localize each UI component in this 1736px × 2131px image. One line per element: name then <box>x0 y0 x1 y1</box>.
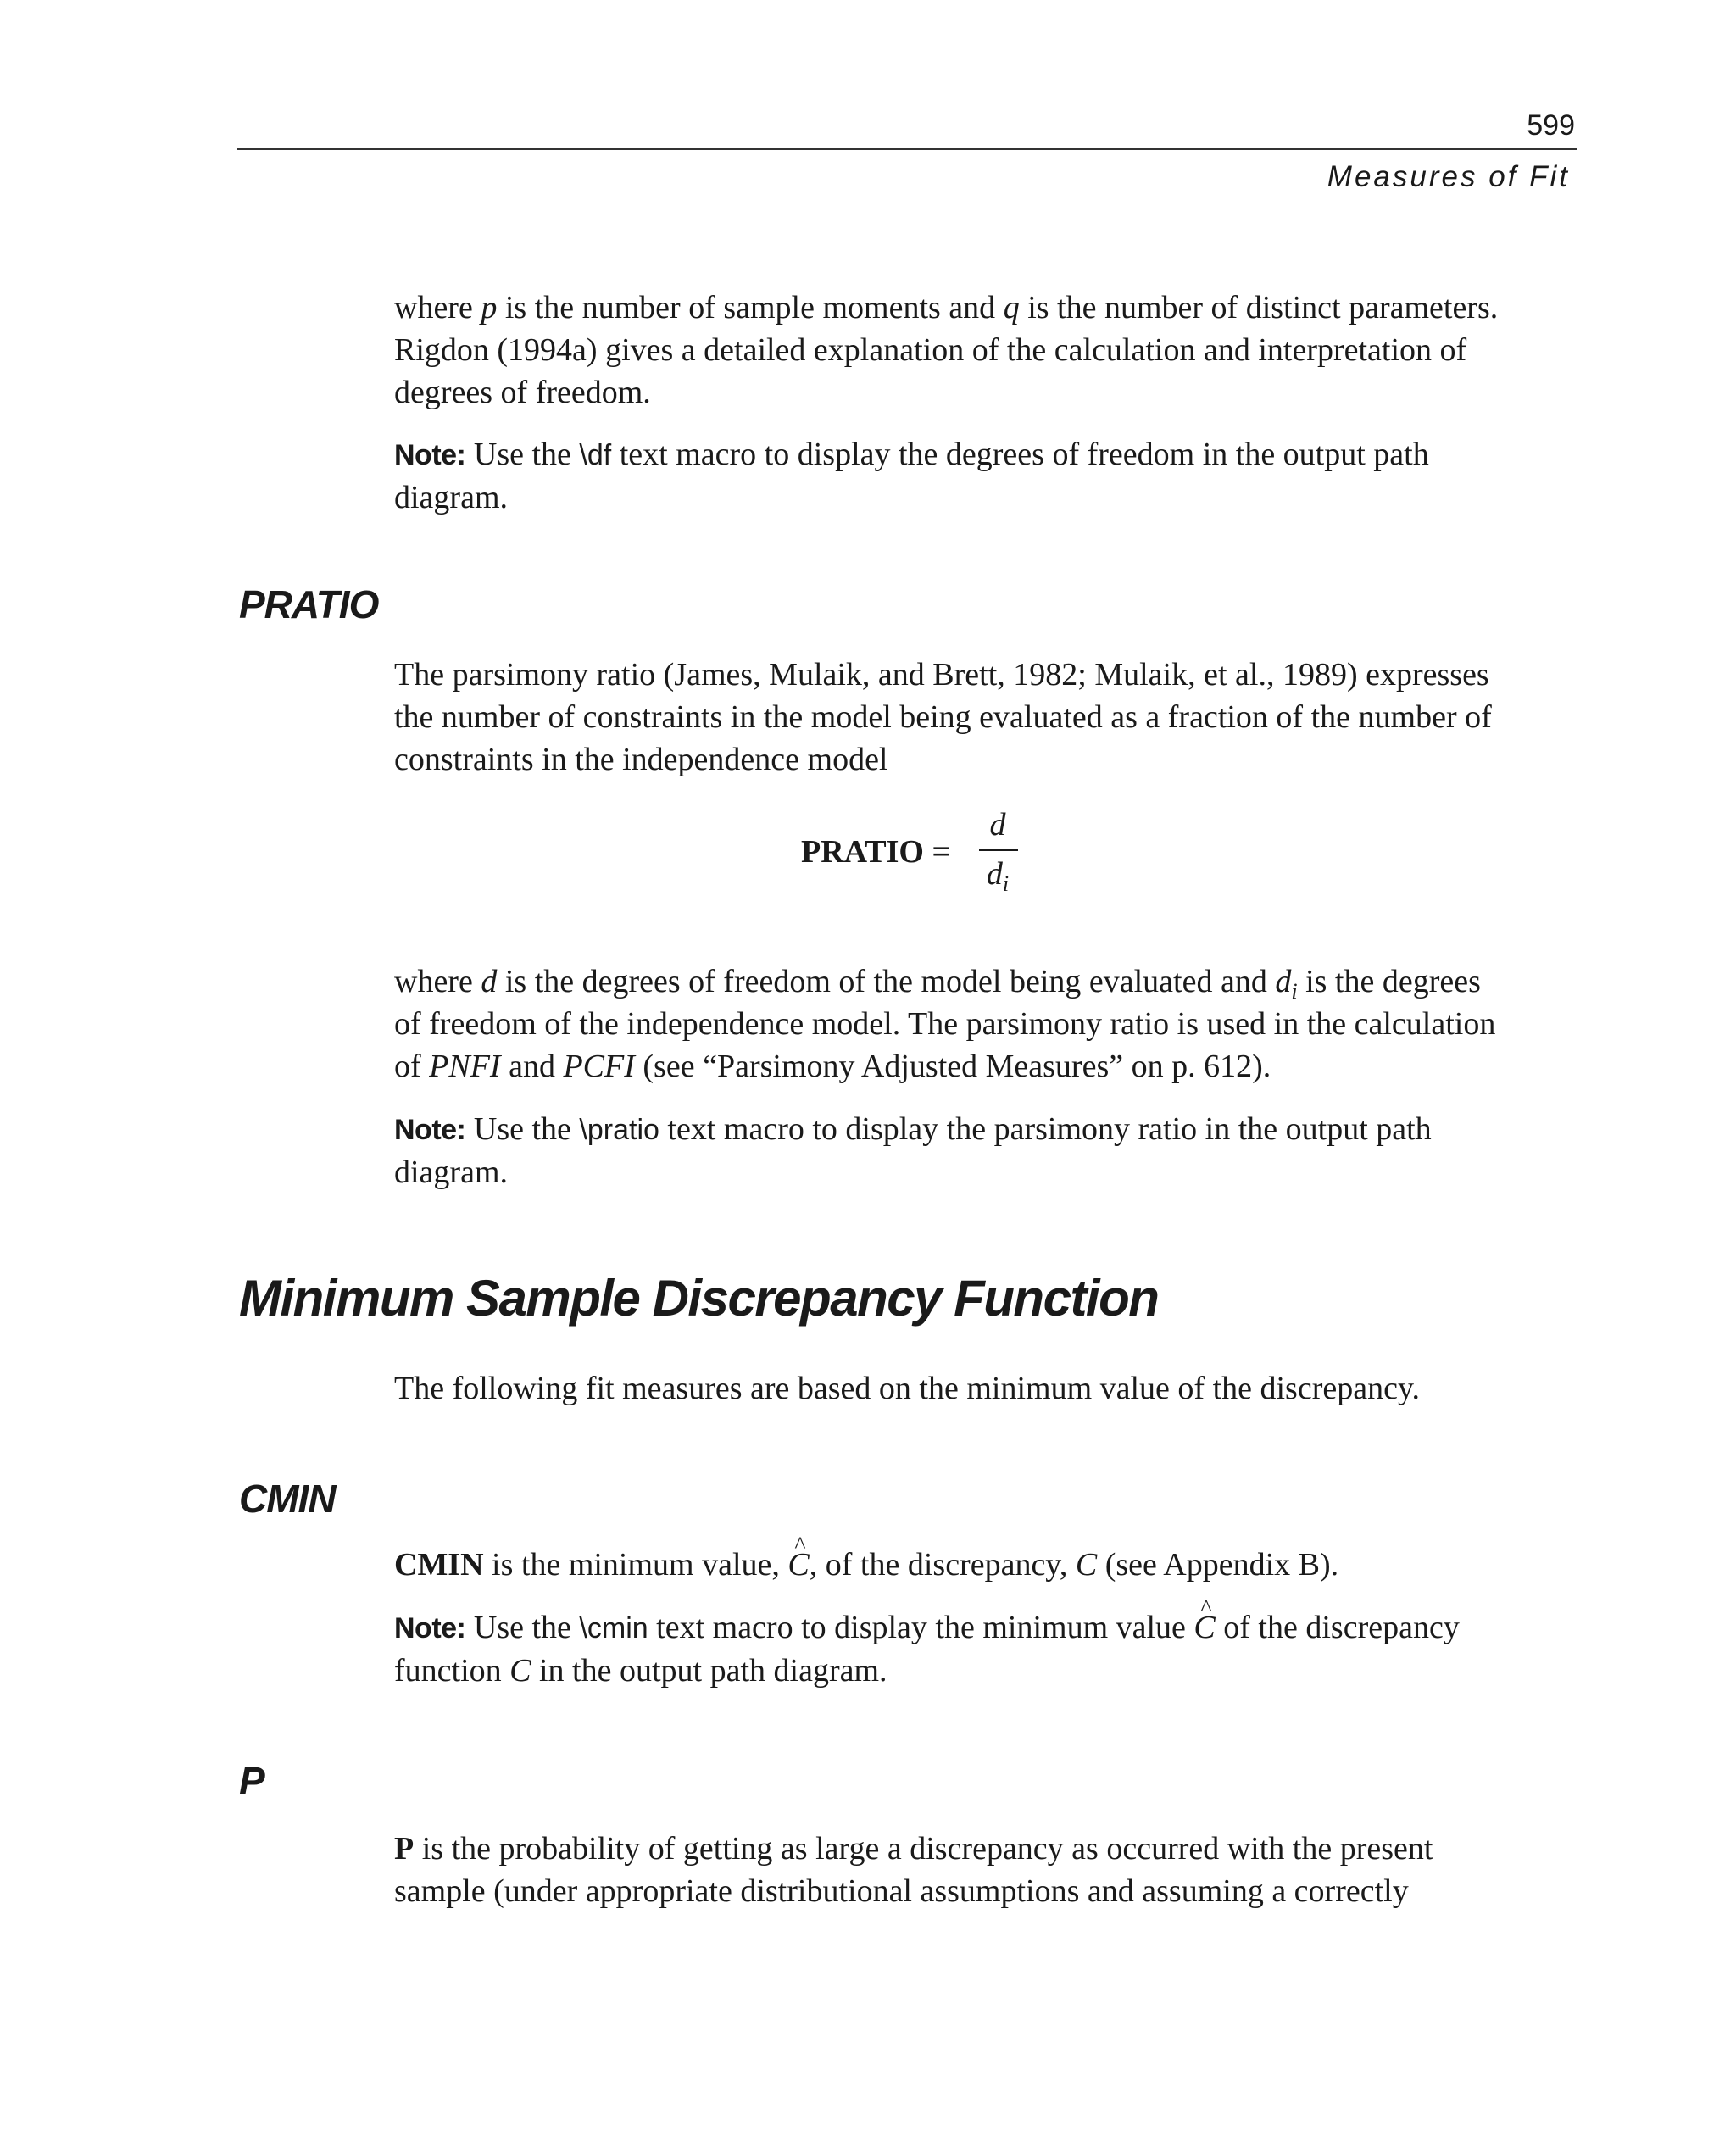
pratio-equation <box>801 805 1021 907</box>
text-run: is the degrees <box>1297 964 1481 999</box>
note-df <box>394 433 1581 519</box>
term-pnfi: PNFI <box>429 1049 501 1084</box>
text-line: The following fit measures are based on the minimum value of the discrepancy. <box>394 1371 1420 1406</box>
denominator-symbol: d <box>986 856 1003 892</box>
text-run: of the discrepancy <box>1215 1610 1460 1645</box>
note-label: Note: <box>394 1612 466 1644</box>
text-run: is the minimum value, <box>483 1547 788 1583</box>
text-run: where <box>394 290 481 325</box>
running-title: Measures of Fit <box>1327 160 1570 193</box>
macro-name: \df <box>579 439 612 471</box>
text-run: of <box>394 1049 430 1084</box>
text-run: Use the <box>465 1111 580 1147</box>
macro-name: \cmin <box>579 1612 648 1644</box>
pratio-explanation <box>394 960 1581 1088</box>
text-run: (see “Parsimony Adjusted Measures” on p. 612). <box>634 1049 1271 1084</box>
variable-di: d <box>1275 964 1292 999</box>
text-line: degrees of freedom. <box>394 375 651 410</box>
text-run: text macro to display the degrees of freedom in the output path <box>611 437 1429 472</box>
page-number: 599 <box>1527 109 1575 142</box>
note-label: Note: <box>394 439 466 471</box>
text-run: (see Appendix B). <box>1097 1547 1339 1583</box>
term-pcfi: PCFI <box>563 1049 635 1084</box>
text-run: is the number of distinct parameters. <box>1019 290 1499 325</box>
intro-paragraph <box>394 287 1581 414</box>
pratio-heading: PRATIO <box>239 582 379 626</box>
symbol-c-hat: ^ C <box>1194 1606 1215 1649</box>
macro-name: \pratio <box>579 1114 659 1146</box>
text-run: is the degrees of freedom of the model being evaluated and <box>497 964 1276 999</box>
symbol-c: C <box>509 1653 531 1689</box>
term-cmin: CMIN <box>394 1547 484 1583</box>
cmin-heading: CMIN <box>239 1477 336 1521</box>
section-heading: Minimum Sample Discrepancy Function <box>239 1270 1159 1327</box>
header-rule <box>237 148 1577 150</box>
text-run: in the output path diagram. <box>531 1653 887 1689</box>
fraction-numerator: d <box>989 807 1006 843</box>
symbol-c-hat: ^ C <box>787 1544 809 1586</box>
variable-d: d <box>481 964 498 999</box>
equation-lhs: PRATIO = <box>801 834 951 870</box>
p-paragraph <box>394 1828 1581 1912</box>
term-p: P <box>394 1831 415 1867</box>
note-cmin <box>394 1606 1581 1692</box>
fraction-bar <box>979 849 1018 851</box>
note-label: Note: <box>394 1114 466 1146</box>
text-run: where <box>394 964 481 999</box>
text-line: constraints in the independence model <box>394 742 888 777</box>
text-run: , of the discrepancy, <box>809 1547 1076 1583</box>
text-run: text macro to display the minimum value <box>648 1610 1194 1645</box>
text-run: text macro to display the parsimony ratio in the output path <box>659 1111 1432 1147</box>
text-line: The parsimony ratio (James, Mulaik, and Brett, 1982; Mulaik, et al., 1989) expresses <box>394 657 1489 693</box>
text-line: sample (under appropriate distributional assumptions and assuming a correctly <box>394 1873 1409 1909</box>
pratio-paragraph <box>394 654 1581 781</box>
text-run: and <box>500 1049 564 1084</box>
symbol-c: C <box>1075 1547 1098 1583</box>
text-run: Use the <box>465 437 580 472</box>
text-line: the number of constraints in the model being evaluated as a fraction of the number of <box>394 699 1492 735</box>
fraction-denominator <box>981 854 1015 896</box>
subscript-i: i <box>1291 979 1298 1004</box>
text-run: function <box>394 1653 510 1689</box>
text-run: Use the <box>465 1610 580 1645</box>
denominator-subscript: i <box>1002 871 1010 896</box>
text-run: is the probability of getting as large a discrepancy as occurred with the present <box>414 1831 1433 1867</box>
note-pratio <box>394 1108 1581 1193</box>
text-line: diagram. <box>394 1155 509 1190</box>
variable-p: p <box>481 290 498 325</box>
section-intro <box>394 1367 1581 1410</box>
variable-q: q <box>1003 290 1020 325</box>
text-run: is the number of sample moments and <box>497 290 1004 325</box>
text-line: of freedom of the independence model. The parsimony ratio is used in the calculation <box>394 1006 1496 1042</box>
cmin-paragraph <box>394 1544 1581 1586</box>
text-line: Rigdon (1994a) gives a detailed explanation of the calculation and interpretation of <box>394 332 1467 368</box>
p-heading: P <box>239 1759 264 1803</box>
text-line: diagram. <box>394 480 509 515</box>
